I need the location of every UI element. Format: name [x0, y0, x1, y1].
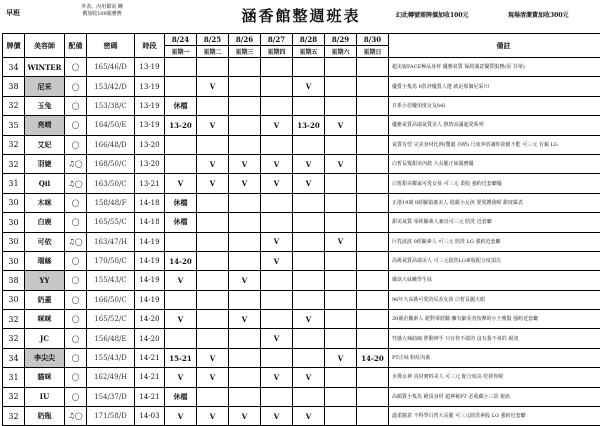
- table-row: [3, 154, 600, 173]
- day-cell: [261, 135, 293, 154]
- schedule-rows: [3, 58, 600, 426]
- day-cell: V: [293, 174, 325, 193]
- day-cell: [325, 368, 357, 387]
- table-row: [3, 387, 600, 406]
- day-cell: [293, 135, 325, 154]
- table-row: [3, 329, 600, 348]
- page-title: 涵香館整週班表: [241, 7, 361, 25]
- day-cell: [357, 310, 389, 329]
- day-cell: [197, 135, 229, 154]
- day-cell: [197, 232, 229, 251]
- cleaning-fee-note: 現場清潔費加收300元: [508, 12, 569, 19]
- price-cell: 30: [3, 193, 25, 212]
- equipment-cell: ◯: [65, 290, 87, 309]
- col-header-no: 牌價: [3, 34, 25, 58]
- day-cell: [229, 96, 261, 115]
- equipment-cell: ♫◯: [65, 407, 87, 426]
- remark-cell: 超美貌FACE極品身材 優雅氣質 保證滿意優質服務(原 芬蒂): [389, 58, 600, 77]
- price-cell: 30: [3, 290, 25, 309]
- day-cell: [261, 271, 293, 290]
- day-cell: [229, 213, 261, 232]
- price-cell: 32: [3, 387, 25, 406]
- weekday-header: 星期三: [229, 46, 261, 58]
- time-cell: 13-21: [135, 174, 165, 193]
- day-cell: [357, 174, 389, 193]
- weekday-header: 星期六: [325, 46, 357, 58]
- time-cell: 14-20: [135, 310, 165, 329]
- day-cell: [261, 193, 293, 212]
- day-cell: V: [261, 329, 293, 348]
- code-cell: 156/48/E: [87, 329, 135, 348]
- day-cell: [165, 58, 197, 77]
- day-cell: V: [197, 348, 229, 367]
- day-cell: [325, 407, 357, 426]
- name-cell: 奶蓋: [25, 290, 65, 309]
- date-header: 8/24: [165, 34, 197, 46]
- time-cell: 14-19: [135, 232, 165, 251]
- equipment-cell: ◯: [65, 135, 87, 154]
- day-cell: [165, 329, 197, 348]
- code-cell: 168/50/C: [87, 154, 135, 173]
- day-cell: [229, 251, 261, 270]
- code-cell: 165/55/C: [87, 213, 135, 232]
- day-cell: [325, 251, 357, 270]
- day-cell: [293, 96, 325, 115]
- code-cell: 155/43/C: [87, 271, 135, 290]
- day-cell: 14-20: [357, 348, 389, 367]
- remark-cell: 性感大辣曲線 胖動神手 只有你不敢的 沒有我不會的 視訊: [389, 329, 600, 348]
- day-cell: [197, 387, 229, 406]
- day-cell: [357, 77, 389, 96]
- remark-cell: 溫柔隨意 不科學白皙大長腿 可三元陪洗素股 LG 強約近套廳: [389, 407, 600, 426]
- price-cell: 32: [3, 310, 25, 329]
- day-cell: [325, 387, 357, 406]
- time-cell: 13-19: [135, 58, 165, 77]
- day-cell: [293, 213, 325, 232]
- date-header: 8/25: [197, 34, 229, 46]
- weekday-header: 星期五: [293, 46, 325, 58]
- day-cell: [357, 387, 389, 406]
- day-cell: [357, 193, 389, 212]
- day-cell: [357, 271, 389, 290]
- day-cell: [261, 58, 293, 77]
- price-cell: 32: [3, 329, 25, 348]
- day-cell: [325, 58, 357, 77]
- equipment-cell: ◯: [65, 96, 87, 115]
- table-row: [3, 174, 600, 193]
- remark-cell: 氣質有型 完美身材比例(雙處 亮晴) 尺度奔放讓你欲罷不能 可三元 有親 LG: [389, 135, 600, 154]
- day-cell: V: [197, 174, 229, 193]
- day-cell: [197, 310, 229, 329]
- time-cell: 13-19: [135, 77, 165, 96]
- name-cell: 尼采: [25, 77, 65, 96]
- day-cell: [325, 271, 357, 290]
- day-cell: V: [325, 154, 357, 173]
- equipment-cell: ◯: [65, 387, 87, 406]
- day-cell: V: [293, 77, 325, 96]
- day-cell: [293, 232, 325, 251]
- day-cell: [229, 387, 261, 406]
- day-cell: V: [261, 154, 293, 173]
- service-note-line1: 外表、內用都需 轉: [81, 4, 123, 10]
- code-cell: 153/38/C: [87, 96, 135, 115]
- name-cell: 玉兔: [25, 96, 65, 115]
- day-cell: [357, 96, 389, 115]
- day-cell: [357, 329, 389, 348]
- day-cell: 休檔: [165, 387, 197, 406]
- day-cell: [165, 232, 197, 251]
- equipment-cell: ◯: [65, 251, 87, 270]
- code-cell: 166/48/D: [87, 135, 135, 154]
- remark-cell: 高顏質小隻馬 絕頂身材 超神秘PT 必收藏小三款 視訊: [389, 387, 600, 406]
- price-cell: 34: [3, 58, 25, 77]
- table-row: [3, 232, 600, 251]
- code-cell: 153/42/D: [87, 77, 135, 96]
- table-row: [3, 251, 600, 270]
- day-cell: [325, 77, 357, 96]
- day-cell: V: [229, 174, 261, 193]
- remark-cell: 白皙長髮甜美內斂 大長腿正妹服務優: [389, 154, 600, 173]
- date-header: 8/28: [293, 34, 325, 46]
- day-cell: [293, 193, 325, 212]
- price-cell: 31: [3, 368, 25, 387]
- table-row: [3, 96, 600, 115]
- code-cell: 166/50/C: [87, 290, 135, 309]
- day-cell: [197, 193, 229, 212]
- day-cell: [293, 329, 325, 348]
- date-header: 8/26: [229, 34, 261, 46]
- day-cell: [357, 58, 389, 77]
- name-cell: WINTER: [25, 58, 65, 77]
- code-cell: 163/50/C: [87, 174, 135, 193]
- price-cell: 32: [3, 407, 25, 426]
- name-cell: 木咪: [25, 193, 65, 212]
- table-row: [3, 407, 600, 426]
- name-cell: YY: [25, 271, 65, 290]
- col-header-cup: 配備: [65, 34, 87, 58]
- day-cell: V: [197, 368, 229, 387]
- remark-cell: 水彈女神 真材實料美人 可三元 配合度高 吃掉你喔: [389, 368, 600, 387]
- time-cell: 14-18: [135, 193, 165, 212]
- time-cell: 13-19: [135, 116, 165, 135]
- day-cell: [165, 154, 197, 173]
- price-cell: 30: [3, 232, 25, 251]
- service-note-line2: 價加收100服務費: [82, 11, 122, 17]
- equipment-cell: ◯: [65, 213, 87, 232]
- col-header-time: 時段: [135, 34, 165, 58]
- price-cell: 38: [3, 271, 25, 290]
- remark-cell: 20歲企鵝素人 絕對零經驗 擁有細美者按摩的小王雅賢 強約近套廳: [389, 310, 600, 329]
- day-cell: [229, 116, 261, 135]
- day-cell: [293, 58, 325, 77]
- code-cell: 171/58/D: [87, 407, 135, 426]
- day-cell: 14-20: [165, 251, 197, 270]
- col-header-remark: 備註: [389, 34, 600, 58]
- day-cell: [261, 310, 293, 329]
- name-cell: IU: [25, 387, 65, 406]
- remark-cell: 白皙甜美鄰家可愛女孩 可三元 柔股 強約近套廳優: [389, 174, 600, 193]
- day-cell: [357, 407, 389, 426]
- day-cell: V: [165, 310, 197, 329]
- code-cell: 165/52/C: [87, 310, 135, 329]
- remark-cell: 正港19歲 0經驗偵畫美人 偵麗小女孩 要愛護我喔 甜度爆表: [389, 193, 600, 212]
- day-cell: [293, 251, 325, 270]
- time-cell: 14-21: [135, 368, 165, 387]
- equipment-cell: ♫◯: [65, 154, 87, 173]
- day-cell: [357, 116, 389, 135]
- day-cell: V: [325, 348, 357, 367]
- code-cell: 154/37/D: [87, 387, 135, 406]
- equipment-cell: ◯: [65, 329, 87, 348]
- equipment-cell: ◯: [65, 310, 87, 329]
- table-row: [3, 77, 600, 96]
- day-cell: V: [293, 407, 325, 426]
- weekday-header: 星期日: [357, 46, 389, 58]
- day-cell: [197, 58, 229, 77]
- remark-cell: 爆款大妹嫩學生妹: [389, 271, 600, 290]
- day-cell: V: [165, 174, 197, 193]
- day-cell: 休檔: [165, 96, 197, 115]
- day-cell: [293, 290, 325, 309]
- day-cell: [261, 96, 293, 115]
- day-cell: V: [325, 232, 357, 251]
- day-cell: [357, 290, 389, 309]
- day-cell: [165, 77, 197, 96]
- equipment-cell: ◯: [65, 77, 87, 96]
- day-cell: [325, 310, 357, 329]
- day-cell: [357, 154, 389, 173]
- name-cell: JC: [25, 329, 65, 348]
- day-cell: V: [165, 407, 197, 426]
- name-cell: 白鹿: [25, 213, 65, 232]
- day-cell: [325, 135, 357, 154]
- time-cell: 14-19: [135, 271, 165, 290]
- weekday-header: 星期四: [261, 46, 293, 58]
- name-cell: 李尖尖: [25, 348, 65, 367]
- time-cell: 14-20: [135, 329, 165, 348]
- table-row: [3, 135, 600, 154]
- day-cell: V: [261, 251, 293, 270]
- equipment-cell: ◯: [65, 271, 87, 290]
- table-row: [3, 116, 600, 135]
- code-cell: 164/50/E: [87, 116, 135, 135]
- date-header: 8/29: [325, 34, 357, 46]
- table-row: [3, 58, 600, 77]
- table-row: [3, 271, 600, 290]
- time-cell: 13-19: [135, 96, 165, 115]
- day-cell: [357, 251, 389, 270]
- remark-cell: 巨乳波波 0經驗素人 可三元 陪洗 LG 強約近套廳: [389, 232, 600, 251]
- table-row: [3, 368, 600, 387]
- price-cell: 35: [3, 116, 25, 135]
- remark-cell: PT正妹 粉紅內裏: [389, 348, 600, 367]
- name-cell: 亮晴: [25, 116, 65, 135]
- day-cell: [229, 58, 261, 77]
- service-note: [62, 4, 142, 18]
- day-cell: 休檔: [165, 213, 197, 232]
- day-cell: [357, 213, 389, 232]
- day-cell: V: [197, 407, 229, 426]
- name-cell: 奶瓶: [25, 407, 65, 426]
- day-cell: V: [197, 77, 229, 96]
- day-cell: [261, 387, 293, 406]
- day-cell: 休檔: [165, 193, 197, 212]
- day-cell: [197, 213, 229, 232]
- day-cell: 13-20: [165, 116, 197, 135]
- day-cell: [261, 213, 293, 232]
- day-cell: 15-21: [165, 348, 197, 367]
- equipment-cell: ◯: [65, 116, 87, 135]
- day-cell: V: [325, 116, 357, 135]
- day-cell: V: [229, 271, 261, 290]
- name-cell: 咪咪: [25, 310, 65, 329]
- price-cell: 38: [3, 77, 25, 96]
- remark-cell: 日系小惡魔佰度女友fell: [389, 96, 600, 115]
- day-cell: V: [293, 368, 325, 387]
- price-cell: 34: [3, 348, 25, 367]
- day-cell: [325, 213, 357, 232]
- time-cell: 14-21: [135, 348, 165, 367]
- time-cell: 13-20: [135, 135, 165, 154]
- day-cell: [165, 290, 197, 309]
- name-cell: 貓咪: [25, 368, 65, 387]
- price-cell: 32: [3, 154, 25, 173]
- code-cell: 155/43/D: [87, 348, 135, 367]
- day-cell: [325, 96, 357, 115]
- day-cell: [229, 348, 261, 367]
- table-row: [3, 290, 600, 309]
- price-note: 幻此轉號需牌價加收100元: [396, 12, 469, 19]
- day-cell: [357, 232, 389, 251]
- day-cell: [261, 290, 293, 309]
- day-cell: V: [229, 154, 261, 173]
- name-cell: 艾妃: [25, 135, 65, 154]
- day-cell: [325, 329, 357, 348]
- price-cell: 30: [3, 251, 25, 270]
- time-cell: 14-18: [135, 213, 165, 232]
- day-cell: [229, 329, 261, 348]
- table-row: [3, 213, 600, 232]
- day-cell: V: [229, 407, 261, 426]
- name-cell: Qil: [25, 174, 65, 193]
- code-cell: 162/49/H: [87, 368, 135, 387]
- equipment-cell: ♫◯: [65, 174, 87, 193]
- day-cell: [293, 387, 325, 406]
- day-cell: V: [261, 174, 293, 193]
- day-cell: [293, 348, 325, 367]
- day-cell: V: [293, 310, 325, 329]
- day-cell: [229, 232, 261, 251]
- day-cell: V: [197, 154, 229, 173]
- shift-label: 早班: [6, 8, 20, 17]
- remark-cell: 高挑氣質高端美人 可三元陪洗LG素股配合度頂尖: [389, 251, 600, 270]
- time-cell: 14-21: [135, 387, 165, 406]
- name-cell: 可依: [25, 232, 65, 251]
- day-cell: V: [165, 271, 197, 290]
- day-cell: V: [293, 154, 325, 173]
- day-cell: [165, 135, 197, 154]
- col-header-name: 美容師: [25, 34, 65, 58]
- name-cell: 瑞絲: [25, 251, 65, 270]
- schedule-table: [2, 33, 600, 426]
- price-cell: 30: [3, 213, 25, 232]
- equipment-cell: ◯: [65, 348, 87, 367]
- price-cell: 32: [3, 96, 25, 115]
- day-cell: [357, 368, 389, 387]
- day-cell: [325, 193, 357, 212]
- remark-cell: 優質小隻馬 0負評優質人選 就是那個尼采!!!: [389, 77, 600, 96]
- weekday-header: 星期一: [165, 46, 197, 58]
- day-cell: [357, 135, 389, 154]
- time-cell: 14-03: [135, 407, 165, 426]
- equipment-cell: ◯: [65, 193, 87, 212]
- name-cell: 羽婕: [25, 154, 65, 173]
- time-cell: 14-19: [135, 290, 165, 309]
- price-cell: 32: [3, 135, 25, 154]
- time-cell: 13-20: [135, 154, 165, 173]
- day-cell: [197, 290, 229, 309]
- day-cell: V: [197, 116, 229, 135]
- code-cell: 163/47/H: [87, 232, 135, 251]
- table-row: [3, 193, 600, 212]
- day-cell: V: [261, 232, 293, 251]
- day-cell: [197, 96, 229, 115]
- day-cell: [261, 77, 293, 96]
- time-cell: 14-19: [135, 251, 165, 270]
- col-header-meas: 密碼: [87, 34, 135, 58]
- day-cell: V: [261, 368, 293, 387]
- table-row: [3, 348, 600, 367]
- equipment-cell: ♫◯: [65, 232, 87, 251]
- weekday-header: 星期二: [197, 46, 229, 58]
- day-cell: [293, 271, 325, 290]
- day-cell: V: [261, 407, 293, 426]
- code-cell: 165/46/D: [87, 58, 135, 77]
- day-cell: [229, 290, 261, 309]
- price-cell: 31: [3, 174, 25, 193]
- day-cell: [229, 135, 261, 154]
- table-row: [3, 310, 600, 329]
- day-cell: [261, 348, 293, 367]
- day-cell: [197, 251, 229, 270]
- code-cell: 170/50/C: [87, 251, 135, 270]
- day-cell: V: [165, 368, 197, 387]
- day-cell: [229, 77, 261, 96]
- remark-cell: 優雅氣質高端氣質美人 熱情高滿超愛系列: [389, 116, 600, 135]
- remark-cell: 甜美氣質 零經驗素人兼直可三元 陪洗 近套廳: [389, 213, 600, 232]
- day-cell: 13-20: [293, 116, 325, 135]
- day-cell: [325, 290, 357, 309]
- day-cell: V: [229, 310, 261, 329]
- day-cell: [229, 193, 261, 212]
- day-cell: V: [261, 116, 293, 135]
- date-header: 8/27: [261, 34, 293, 46]
- day-cell: [325, 174, 357, 193]
- date-header: 8/30: [357, 34, 389, 46]
- code-cell: 158/48/F: [87, 193, 135, 212]
- remark-cell: 96年大高挑可愛的反差女孩 白皙長腿大眼: [389, 290, 600, 309]
- equipment-cell: ◯: [65, 58, 87, 77]
- day-cell: [197, 271, 229, 290]
- equipment-cell: ◯: [65, 368, 87, 387]
- day-cell: [229, 368, 261, 387]
- day-cell: [197, 329, 229, 348]
